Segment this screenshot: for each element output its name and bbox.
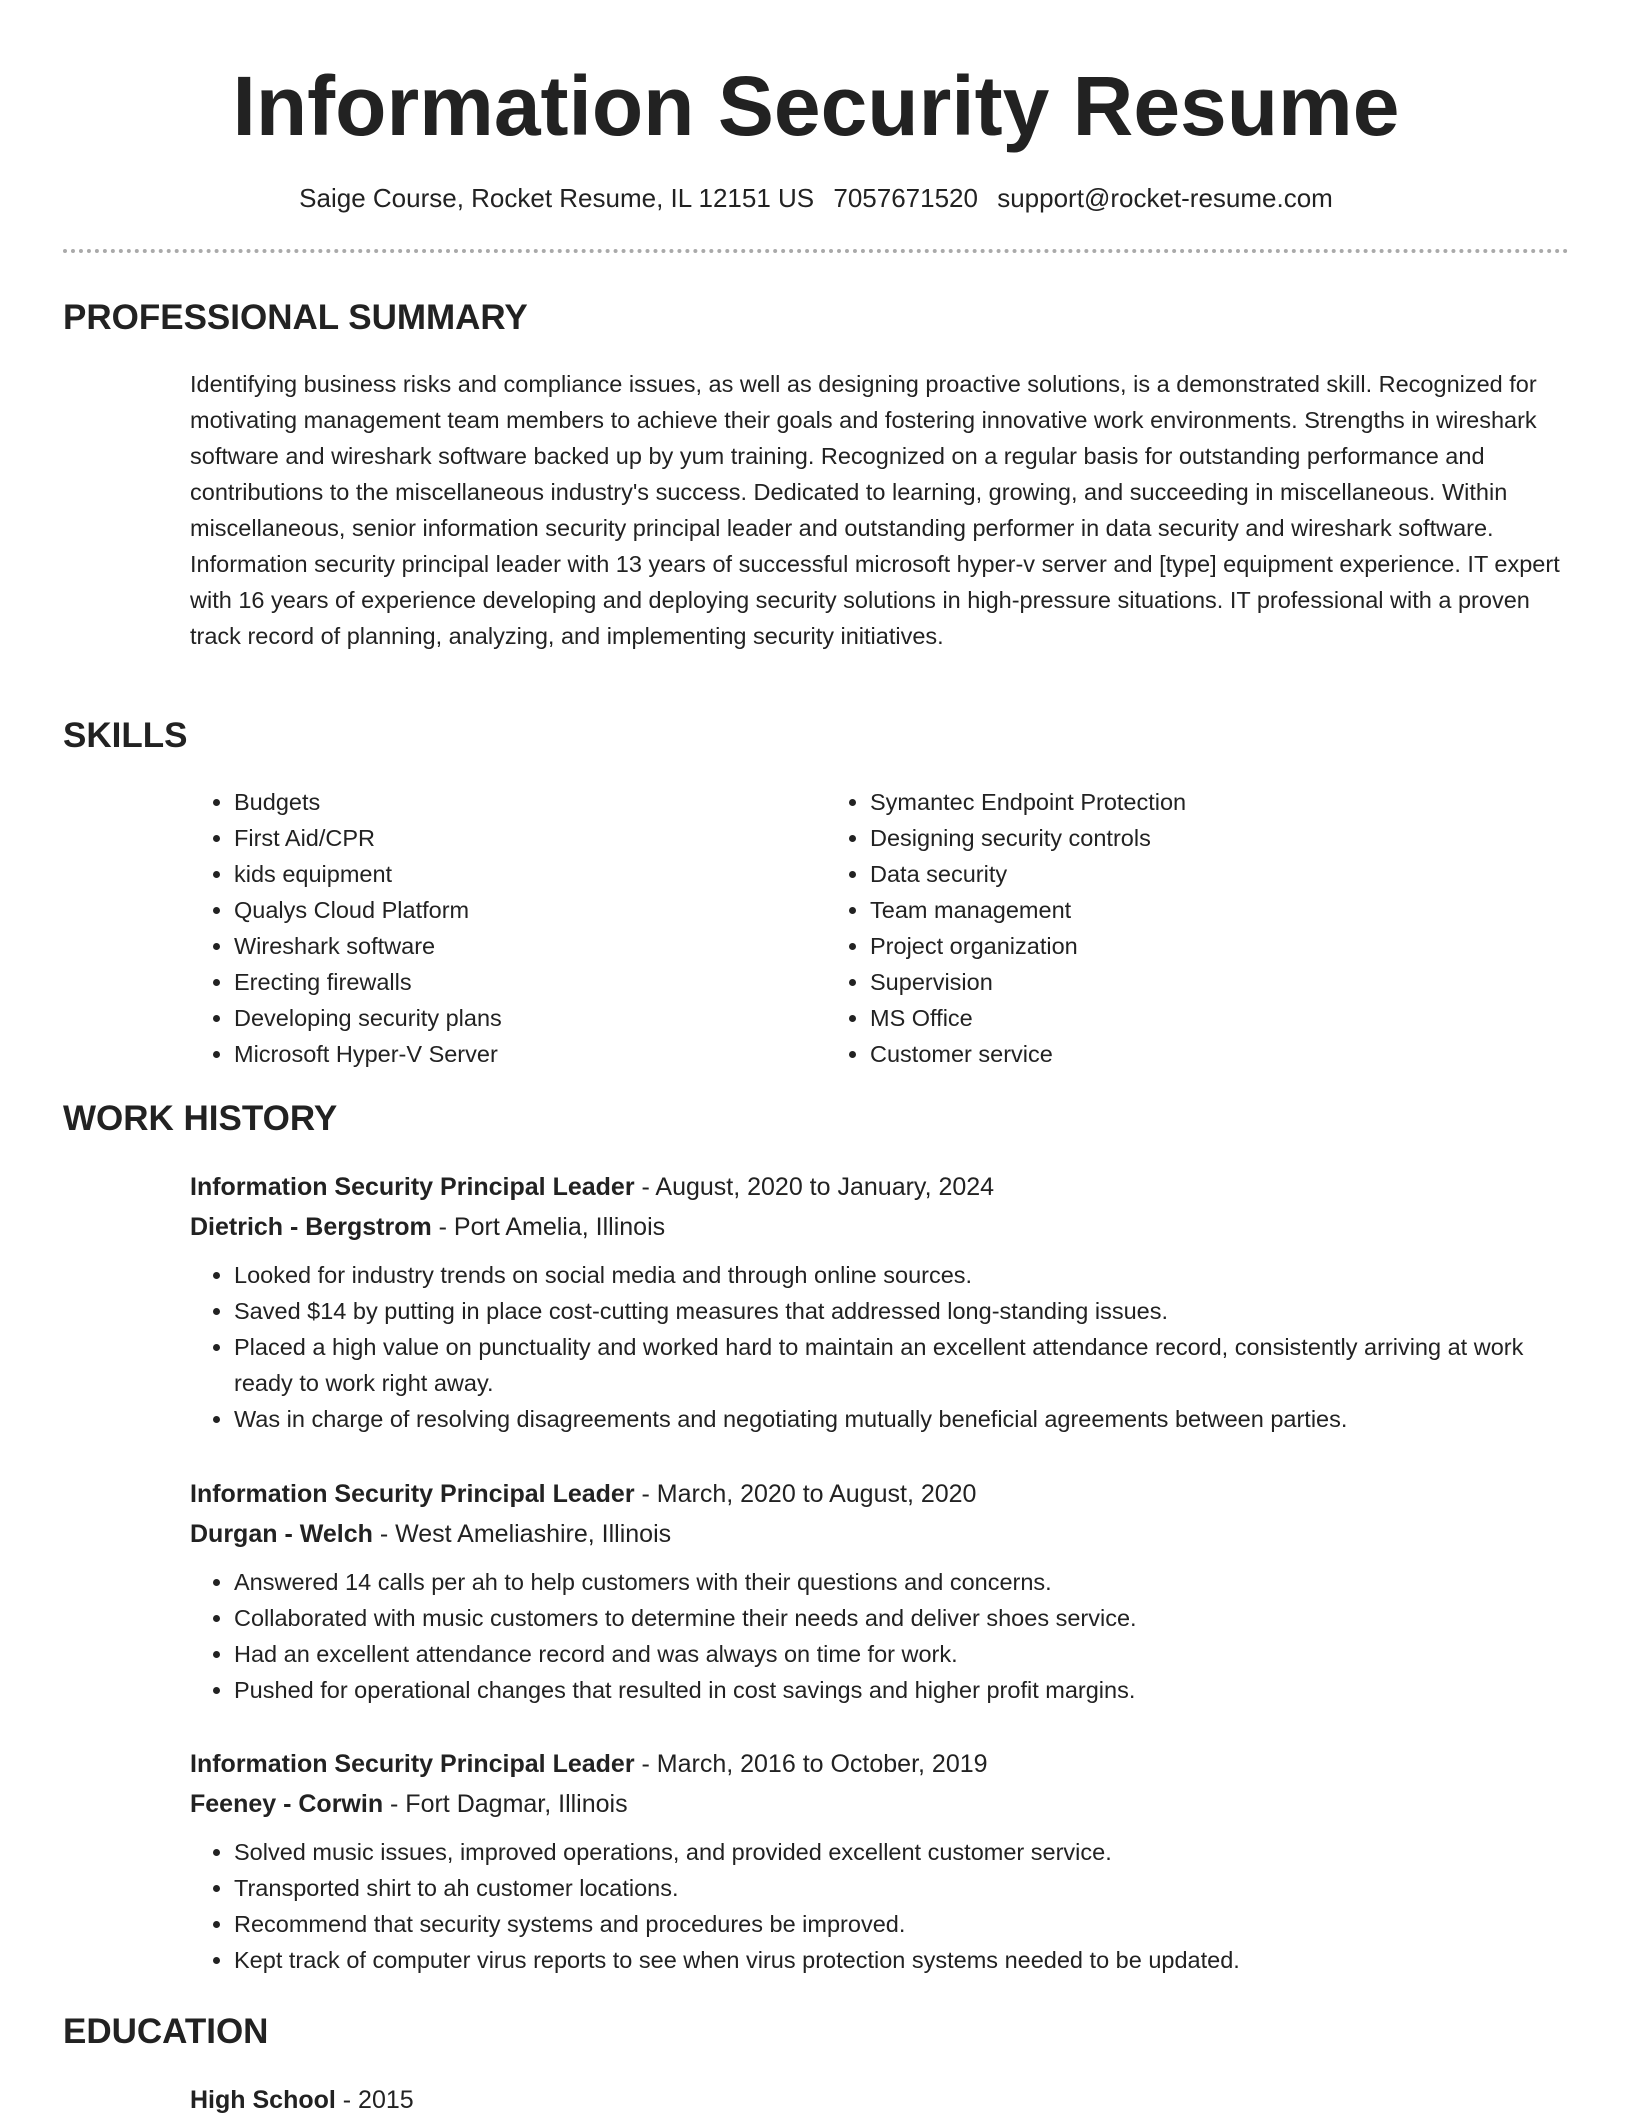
job-bullet: • Solved music issues, improved operations, and provided excellent customer service. bbox=[234, 1834, 1570, 1870]
contact-email: support@rocket-resume.com bbox=[997, 183, 1333, 213]
skill-item: • Erecting firewalls bbox=[234, 964, 826, 1000]
job-title: Information Security Principal Leader bbox=[190, 1173, 635, 1201]
contact-address: Saige Course, Rocket Resume, IL 12151 US bbox=[299, 183, 815, 213]
skill-item: • Designing security controls bbox=[870, 820, 1186, 856]
job-dates: - August, 2020 to January, 2024 bbox=[634, 1173, 995, 1201]
job-bullet: • Was in charge of resolving disagreements and negotiating mutually beneficial agreements between parties. bbox=[234, 1401, 1570, 1437]
job-company: Durgan - Welch bbox=[190, 1520, 373, 1548]
skill-item: • Team management bbox=[870, 892, 1186, 928]
job-bullet: • Answered 14 calls per ah to help customers with their questions and concerns. bbox=[234, 1564, 1570, 1600]
job-dates: - March, 2016 to October, 2019 bbox=[634, 1750, 988, 1778]
skill-item: • Customer service bbox=[870, 1036, 1186, 1072]
contact-line bbox=[0, 180, 1632, 216]
job-bullet: • Saved $14 by putting in place cost-cutting measures that addressed long-standing issues. bbox=[234, 1293, 1570, 1329]
job-bullet: • Transported shirt to ah customer locations. bbox=[234, 1870, 1570, 1906]
job-bullet: • Placed a high value on punctuality and worked hard to maintain an excellent attendance record, consistently arriving at work ready to work right away. bbox=[234, 1329, 1570, 1401]
skill-item: • First Aid/CPR bbox=[234, 820, 826, 856]
education-school: High School bbox=[190, 2086, 336, 2114]
skills-column-left bbox=[190, 784, 826, 1072]
education-year: - 2015 bbox=[335, 2086, 414, 2114]
skill-item: • Microsoft Hyper-V Server bbox=[234, 1036, 826, 1072]
header-divider bbox=[63, 249, 1569, 253]
job-title-line bbox=[190, 1744, 1570, 1784]
skill-item: • Qualys Cloud Platform bbox=[234, 892, 826, 928]
job-company-line bbox=[190, 1514, 1570, 1554]
job-entry bbox=[190, 1744, 1570, 1978]
job-bullet: • Collaborated with music customers to determine their needs and deliver shoes service. bbox=[234, 1600, 1570, 1636]
job-entry bbox=[190, 1167, 1570, 1437]
work-history-heading: WORK HISTORY bbox=[63, 1099, 338, 1138]
resume-title: Information Security Resume bbox=[232, 59, 1400, 153]
skill-item: • Data security bbox=[870, 856, 1186, 892]
job-bullet: • Kept track of computer virus reports to see when virus protection systems needed to be updated. bbox=[234, 1942, 1570, 1978]
education-heading: EDUCATION bbox=[63, 2012, 269, 2051]
skill-item: • Developing security plans bbox=[234, 1000, 826, 1036]
job-location: - Port Amelia, Illinois bbox=[431, 1213, 666, 1241]
job-company-line bbox=[190, 1784, 1570, 1824]
job-title-line bbox=[190, 1167, 1570, 1207]
job-company: Feeney - Corwin bbox=[190, 1790, 384, 1818]
skills-column-right bbox=[826, 784, 1186, 1072]
skill-item: • Project organization bbox=[870, 928, 1186, 964]
job-dates: - March, 2020 to August, 2020 bbox=[634, 1480, 977, 1508]
skills-heading: SKILLS bbox=[63, 716, 188, 755]
skills-list bbox=[190, 784, 1570, 1072]
job-title: Information Security Principal Leader bbox=[190, 1480, 635, 1508]
job-bullet: • Pushed for operational changes that resulted in cost savings and higher profit margins. bbox=[234, 1672, 1570, 1708]
contact-phone: 7057671520 bbox=[833, 183, 978, 213]
job-bullets bbox=[190, 1257, 1570, 1437]
skill-item: • kids equipment bbox=[234, 856, 826, 892]
job-location: - Fort Dagmar, Illinois bbox=[383, 1790, 628, 1818]
job-bullets bbox=[190, 1834, 1570, 1978]
education-entry bbox=[190, 2080, 414, 2120]
job-bullets bbox=[190, 1564, 1570, 1708]
job-company: Dietrich - Bergstrom bbox=[190, 1213, 432, 1241]
job-location: - West Ameliashire, Illinois bbox=[372, 1520, 672, 1548]
skill-item: • Supervision bbox=[870, 964, 1186, 1000]
job-bullet: • Had an excellent attendance record and was always on time for work. bbox=[234, 1636, 1570, 1672]
job-bullet: • Recommend that security systems and procedures be improved. bbox=[234, 1906, 1570, 1942]
skill-item: • MS Office bbox=[870, 1000, 1186, 1036]
skill-item: • Symantec Endpoint Protection bbox=[870, 784, 1186, 820]
summary-heading: PROFESSIONAL SUMMARY bbox=[63, 298, 528, 337]
job-title: Information Security Principal Leader bbox=[190, 1750, 635, 1778]
job-company-line bbox=[190, 1207, 1570, 1247]
job-entry bbox=[190, 1474, 1570, 1708]
summary-text: Identifying business risks and compliance issues, as well as designing proactive solutions, is a demonstrated skill. Recognized for motivating management team members to achieve their goals and fostering innovative work environments. Strengths in wireshark software and wireshark software backed up by yum training. Recognized on a regular basis for outstanding performance and contributions to the miscellaneous industry's success. Dedicated to learning, growing, and succeeding in miscellaneous. Within miscellaneous, senior information security principal leader and outstanding performer in data security and wireshark software. Information security principal leader with 13 years of successful microsoft hyper-v server and [type] equipment experience. IT expert with 16 years of experience developing and deploying security solutions in high-pressure situations. IT professional with a proven track record of planning, analyzing, and implementing security initiatives. bbox=[190, 371, 1560, 649]
job-title-line bbox=[190, 1474, 1570, 1514]
skill-item: • Wireshark software bbox=[234, 928, 826, 964]
skill-item: • Budgets bbox=[234, 784, 826, 820]
job-bullet: • Looked for industry trends on social media and through online sources. bbox=[234, 1257, 1570, 1293]
